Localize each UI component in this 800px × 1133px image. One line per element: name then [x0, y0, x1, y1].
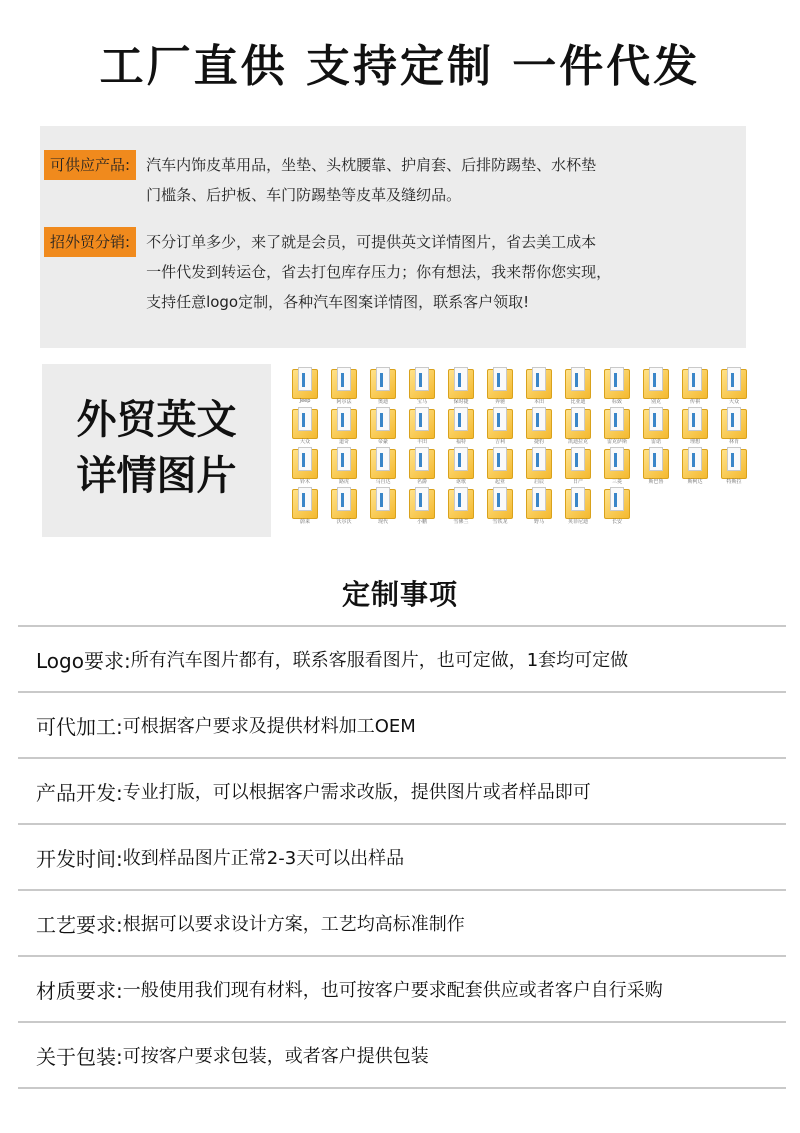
folder-icon[interactable] — [403, 447, 441, 485]
folder-page — [688, 407, 702, 431]
folder-icon[interactable] — [403, 487, 441, 525]
folder-label: 蔚来 — [299, 519, 310, 525]
folder-label: 比亚迪 — [570, 399, 586, 405]
folder-label: 捷豹 — [533, 439, 544, 445]
folder-page — [454, 367, 468, 391]
folder-icon[interactable] — [364, 487, 402, 525]
folder-strip — [380, 453, 383, 467]
folder-icon[interactable] — [520, 487, 558, 525]
folder-page — [532, 367, 546, 391]
folder-label: 斯巴鲁 — [648, 479, 664, 485]
folder-strip — [614, 453, 617, 467]
folder-icon[interactable] — [598, 367, 636, 405]
folder-strip — [536, 453, 539, 467]
supply-text — [146, 150, 706, 210]
folder-page — [376, 447, 390, 471]
folder-icon[interactable] — [286, 487, 324, 525]
folder-icon[interactable] — [442, 367, 480, 405]
row-label: 关于包装: — [36, 1044, 123, 1069]
folder-label: 现代 — [377, 519, 388, 525]
folder-label: 路虎 — [338, 479, 349, 485]
folder-icon[interactable] — [559, 447, 597, 485]
folder-label: 雷克萨斯 — [606, 439, 627, 445]
folder-label: 大众 — [728, 399, 739, 405]
folder-page — [337, 407, 351, 431]
folder-icon[interactable] — [364, 447, 402, 485]
row-label: 材质要求: — [36, 978, 123, 1003]
folder-label: 特斯拉 — [726, 479, 742, 485]
folder-strip — [341, 373, 344, 387]
table-row — [18, 691, 786, 757]
folder-icon[interactable] — [325, 407, 363, 445]
folder-label: 传祺 — [689, 399, 700, 405]
folder-page — [727, 447, 741, 471]
folder-page — [493, 407, 507, 431]
folder-page — [454, 407, 468, 431]
folder-strip — [302, 493, 305, 507]
folder-label: 道奇 — [338, 439, 349, 445]
table-row — [18, 823, 786, 889]
supply-label: 可供应产品: — [44, 150, 136, 180]
folder-page — [532, 487, 546, 511]
folder-icon[interactable] — [559, 367, 597, 405]
folder-label: 讴歌 — [455, 479, 466, 485]
folder-page — [337, 447, 351, 471]
folder-icon[interactable] — [520, 407, 558, 445]
folder-icon[interactable] — [637, 447, 675, 485]
folder-icon[interactable] — [481, 447, 519, 485]
recruit-line: 不分订单多少，来了就是会员，可提供英文详情图片，省去美工成本 — [146, 233, 597, 251]
folder-label: 雪铁龙 — [492, 519, 508, 525]
folder-page — [571, 367, 585, 391]
folder-strip — [497, 493, 500, 507]
folder-icon[interactable] — [676, 407, 714, 445]
folder-strip — [380, 493, 383, 507]
folder-icon[interactable] — [520, 367, 558, 405]
folder-strip — [575, 413, 578, 427]
folder-page — [688, 367, 702, 391]
folder-icon[interactable] — [598, 487, 636, 525]
folder-icon[interactable] — [325, 487, 363, 525]
folder-page — [298, 447, 312, 471]
folder-page — [376, 407, 390, 431]
folder-strip — [302, 373, 305, 387]
folder-icon[interactable] — [637, 367, 675, 405]
promo-line: 详情图片 — [76, 453, 237, 499]
promo-line: 外贸英文 — [76, 397, 237, 443]
folder-icon[interactable] — [715, 407, 753, 445]
folder-label: 雪佛兰 — [453, 519, 469, 525]
folder-label: Jeep — [299, 398, 311, 404]
folder-page — [649, 407, 663, 431]
folder-page — [298, 487, 312, 511]
folder-icon[interactable] — [364, 407, 402, 445]
folder-label: 起亚 — [494, 479, 505, 485]
recruit-text — [146, 227, 706, 317]
folder-icon[interactable] — [481, 367, 519, 405]
folder-page — [610, 367, 624, 391]
folder-strip — [458, 373, 461, 387]
folder-strip — [575, 373, 578, 387]
folder-label: 日产 — [572, 479, 583, 485]
folder-strip — [497, 413, 500, 427]
folder-page — [727, 367, 741, 391]
folder-strip — [419, 493, 422, 507]
folder-page — [688, 447, 702, 471]
folder-strip — [419, 453, 422, 467]
row-value: 可按客户要求包装，或者客户提供包装 — [122, 1046, 429, 1067]
folder-page — [610, 487, 624, 511]
folder-page — [649, 447, 663, 471]
row-label: Logo要求: — [36, 648, 131, 673]
folder-strip — [614, 493, 617, 507]
folder-strip — [575, 493, 578, 507]
folder-label: 理想 — [689, 439, 700, 445]
folder-page — [376, 487, 390, 511]
folder-label: 奔驰 — [494, 399, 505, 405]
folder-strip — [380, 373, 383, 387]
folder-icon[interactable] — [403, 407, 441, 445]
folder-icon[interactable] — [481, 487, 519, 525]
folder-strip — [536, 413, 539, 427]
folder-icon[interactable] — [715, 447, 753, 485]
folder-strip — [653, 453, 656, 467]
folder-label: 宝马 — [416, 399, 427, 405]
folder-page — [298, 367, 312, 391]
folder-label: 雷诺 — [650, 439, 661, 445]
folder-icon[interactable] — [286, 367, 324, 405]
recruit-line: 一件代发到转运仓，省去打包库存压力；你有想法，我来帮你您实现， — [146, 263, 612, 281]
folder-page — [610, 407, 624, 431]
folder-label: 林肯 — [728, 439, 739, 445]
folder-label: 保时捷 — [453, 399, 469, 405]
folder-strip — [458, 493, 461, 507]
folder-label: 帝豪 — [377, 439, 388, 445]
folder-label: 奥迪 — [377, 399, 388, 405]
folder-label: 吉利 — [494, 439, 505, 445]
folder-icon[interactable] — [676, 447, 714, 485]
folder-label: 三菱 — [611, 479, 622, 485]
table-row — [18, 1021, 786, 1089]
folder-strip — [341, 453, 344, 467]
folder-page — [493, 487, 507, 511]
folder-page — [649, 367, 663, 391]
row-value: 所有汽车图片都有，联系客服看图片，也可定做，1套均可定做 — [130, 650, 629, 671]
folder-strip — [692, 453, 695, 467]
folder-page — [415, 447, 429, 471]
table-row — [18, 757, 786, 823]
folder-strip — [692, 373, 695, 387]
folder-page — [415, 487, 429, 511]
folder-label: 铃木 — [299, 479, 310, 485]
folder-label: 英菲尼迪 — [567, 519, 588, 525]
folder-strip — [458, 413, 461, 427]
folder-icon[interactable] — [442, 487, 480, 525]
folder-label: 名爵 — [416, 479, 427, 485]
folder-label: 阿尔法 — [336, 399, 352, 405]
folder-strip — [341, 413, 344, 427]
folder-page — [337, 487, 351, 511]
folder-page — [571, 407, 585, 431]
folder-strip — [536, 373, 539, 387]
folder-icon[interactable] — [325, 447, 363, 485]
recruit-info-row — [44, 227, 706, 317]
row-value: 根据可以要求设计方案，工艺均高标准制作 — [122, 914, 465, 935]
folder-page — [415, 407, 429, 431]
folder-strip — [419, 413, 422, 427]
folder-strip — [419, 373, 422, 387]
english-detail-promo — [42, 364, 271, 537]
folder-strip — [302, 453, 305, 467]
supply-line: 门槛条、后护板、车门防踢垫等皮革及缝纫品。 — [146, 186, 462, 204]
folder-label: 小鹏 — [416, 519, 427, 525]
folder-strip — [731, 413, 734, 427]
folder-strip — [380, 413, 383, 427]
supply-line: 汽车内饰皮革用品，坐垫、头枕腰靠、护肩套、后排防踢垫、水杯垫 — [146, 156, 597, 174]
row-label: 开发时间: — [36, 846, 123, 871]
folder-label: 本田 — [533, 399, 544, 405]
folder-page — [298, 407, 312, 431]
folder-icon[interactable] — [520, 447, 558, 485]
folder-page — [493, 367, 507, 391]
folder-page — [454, 447, 468, 471]
table-row — [18, 889, 786, 955]
requirements-table — [18, 625, 786, 1089]
folder-page — [727, 407, 741, 431]
folder-icon[interactable] — [715, 367, 753, 405]
folder-icon[interactable] — [364, 367, 402, 405]
folder-label: 沃尔沃 — [336, 519, 352, 525]
supply-info-row — [44, 150, 706, 210]
folder-icon[interactable] — [286, 407, 324, 445]
promo-title — [42, 392, 271, 504]
row-value: 专业打版，可以根据客户需求改版，提供图片或者样品即可 — [122, 782, 591, 803]
folder-strip — [731, 373, 734, 387]
folder-page — [571, 487, 585, 511]
folder-strip — [731, 453, 734, 467]
recruit-line: 支持任意logo定制，各种汽车图案详情图，联系客户领取! — [146, 293, 530, 311]
folder-strip — [458, 453, 461, 467]
folder-icon[interactable] — [442, 447, 480, 485]
folder-label: 马自达 — [375, 479, 391, 485]
row-value: 收到样品图片正常2-3天可以出样品 — [122, 848, 405, 869]
folder-strip — [497, 373, 500, 387]
folder-strip — [575, 453, 578, 467]
folder-page — [454, 487, 468, 511]
folder-strip — [302, 413, 305, 427]
folder-page — [415, 367, 429, 391]
folder-page — [376, 367, 390, 391]
folder-page — [493, 447, 507, 471]
folder-label: 别克 — [650, 399, 661, 405]
folder-icon[interactable] — [637, 407, 675, 445]
folder-page — [337, 367, 351, 391]
row-value: 可根据客户要求及提供材料加工OEM — [122, 716, 416, 737]
folder-strip — [536, 493, 539, 507]
folder-strip — [614, 373, 617, 387]
folder-strip — [341, 493, 344, 507]
table-row — [18, 955, 786, 1021]
page-headline: 工厂直供 支持定制 一件代发 — [99, 41, 701, 92]
folder-strip — [497, 453, 500, 467]
folder-page — [532, 447, 546, 471]
folder-label: 福特 — [455, 439, 466, 445]
folder-label: 野马 — [533, 519, 544, 525]
folder-page — [610, 447, 624, 471]
section-title: 定制事项 — [341, 578, 458, 611]
folder-label: 丰田 — [416, 439, 427, 445]
row-label: 工艺要求: — [36, 912, 123, 937]
folder-icon[interactable] — [676, 367, 714, 405]
folder-strip — [653, 413, 656, 427]
folder-page — [532, 407, 546, 431]
folder-icon[interactable] — [598, 407, 636, 445]
row-value: 一般使用我们现有材料，也可按客户要求配套供应或者客户自行采购 — [122, 980, 663, 1001]
row-label: 可代加工: — [36, 714, 123, 739]
row-label: 产品开发: — [36, 780, 123, 805]
folder-label: 启辰 — [533, 479, 544, 485]
folder-icon[interactable] — [442, 407, 480, 445]
folder-label: 长安 — [611, 519, 622, 525]
folder-label: 凯迪拉克 — [567, 439, 588, 445]
folder-icon[interactable] — [403, 367, 441, 405]
folder-label: 标致 — [611, 399, 622, 405]
folder-strip — [653, 373, 656, 387]
folder-icon[interactable] — [481, 407, 519, 445]
folder-icon[interactable] — [598, 447, 636, 485]
folder-icon[interactable] — [559, 487, 597, 525]
folder-page — [571, 447, 585, 471]
recruit-label: 招外贸分销: — [44, 227, 136, 257]
folder-strip — [692, 413, 695, 427]
folder-label: 斯柯达 — [687, 479, 703, 485]
folder-icon[interactable] — [559, 407, 597, 445]
folder-icon[interactable] — [325, 367, 363, 405]
table-row — [18, 625, 786, 691]
folder-icon[interactable] — [286, 447, 324, 485]
folder-strip — [614, 413, 617, 427]
folder-label: 大众 — [299, 439, 310, 445]
